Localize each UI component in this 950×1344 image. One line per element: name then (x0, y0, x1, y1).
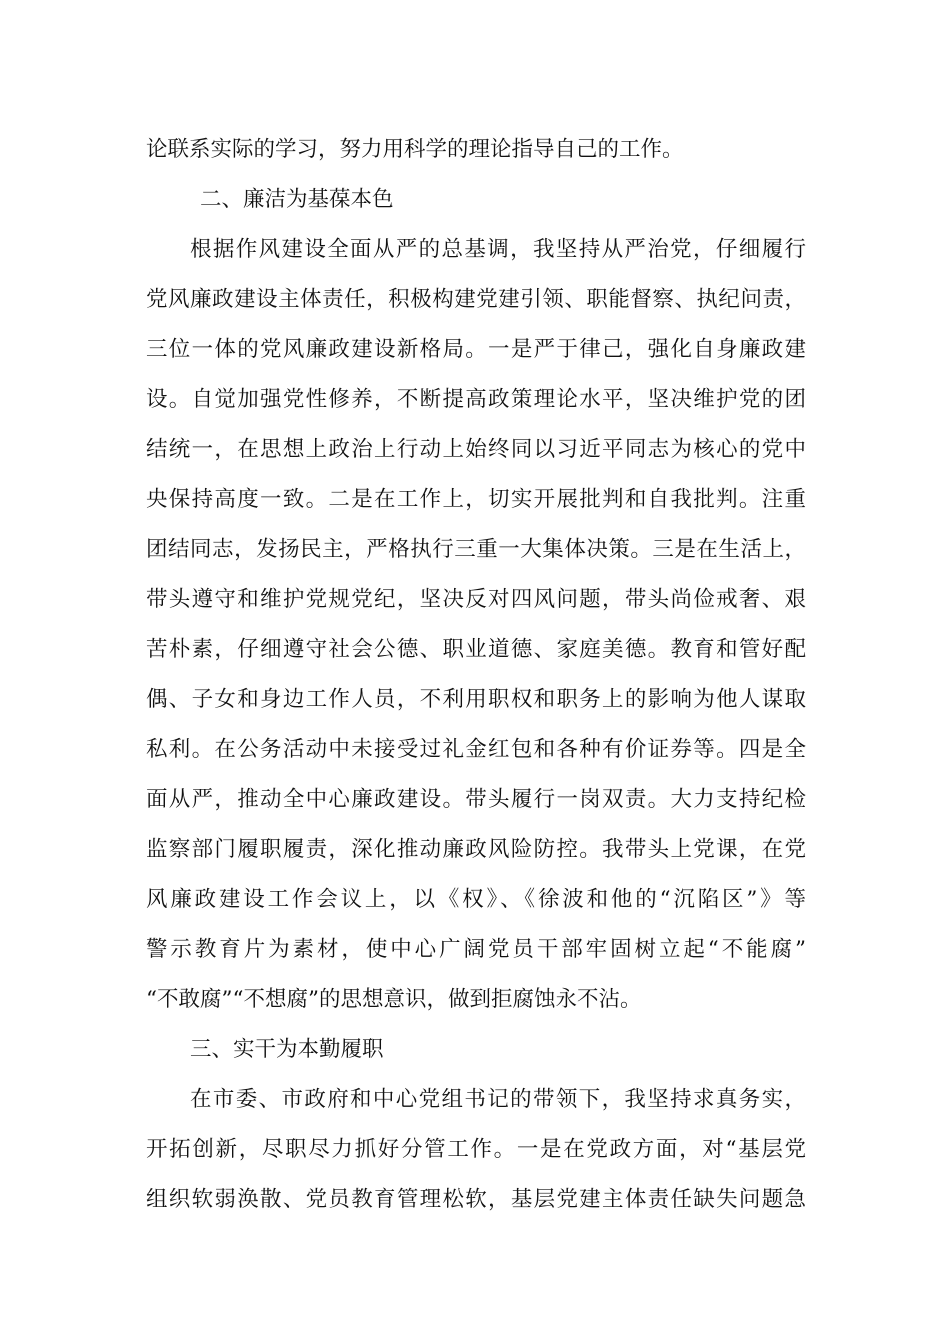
paragraph-line: 私利。在公务活动中未接受过礼金红包和各种有价证券等。四是全 (146, 737, 806, 762)
paragraph-line: “不敢腐”“不想腐”的思想意识，做到拒腐蚀永不沾。 (146, 987, 642, 1012)
paragraph-line: 苦朴素，仔细遵守社会公德、职业道德、家庭美德。教育和管好配 (146, 637, 806, 662)
paragraph-line: 警示教育片为素材，使中心广阔党员干部牢固树立起“不能腐” (146, 937, 806, 962)
paragraph-line: 偶、子女和身边工作人员，不利用职权和职务上的影响为他人谋取 (146, 687, 806, 712)
paragraph-line: 团结同志，发扬民主，严格执行三重一大集体决策。三是在生活上， (146, 537, 806, 562)
paragraph-line: 党风廉政建设主体责任，积极构建党建引领、职能督察、执纪问责， (146, 287, 806, 312)
paragraph-line: 设。自觉加强党性修养，不断提高政策理论水平，坚决维护党的团 (146, 387, 806, 412)
paragraph-line: 开拓创新，尽职尽力抓好分管工作。一是在党政方面，对“基层党 (146, 1137, 806, 1162)
paragraph-line: 三位一体的党风廉政建设新格局。一是严于律己，强化自身廉政建 (146, 337, 806, 362)
paragraph-line: 论联系实际的学习，努力用科学的理论指导自己的工作。 (146, 137, 684, 162)
paragraph-line: 组织软弱涣散、党员教育管理松软，基层党建主体责任缺失问题急 (146, 1187, 806, 1212)
paragraph-line: 在市委、市政府和中心党组书记的带领下，我坚持求真务实， (190, 1087, 806, 1112)
section-heading: 三、实干为本勤履职 (190, 1037, 384, 1062)
section-heading: 二、廉洁为基葆本色 (200, 187, 394, 212)
paragraph-line: 结统一，在思想上政治上行动上始终同以习近平同志为核心的党中 (146, 437, 806, 462)
paragraph-line: 风廉政建设工作会议上，以《权》、《徐波和他的“沉陷区”》等 (146, 887, 806, 912)
paragraph-line: 根据作风建设全面从严的总基调，我坚持从严治党，仔细履行 (190, 237, 806, 262)
paragraph-line: 带头遵守和维护党规党纪，坚决反对四风问题，带头尚俭戒奢、艰 (146, 587, 806, 612)
paragraph-line: 监察部门履职履责，深化推动廉政风险防控。我带头上党课，在党 (146, 837, 806, 862)
paragraph-line: 央保持高度一致。二是在工作上，切实开展批判和自我批判。注重 (146, 487, 806, 512)
paragraph-line: 面从严，推动全中心廉政建设。带头履行一岗双责。大力支持纪检 (146, 787, 806, 812)
